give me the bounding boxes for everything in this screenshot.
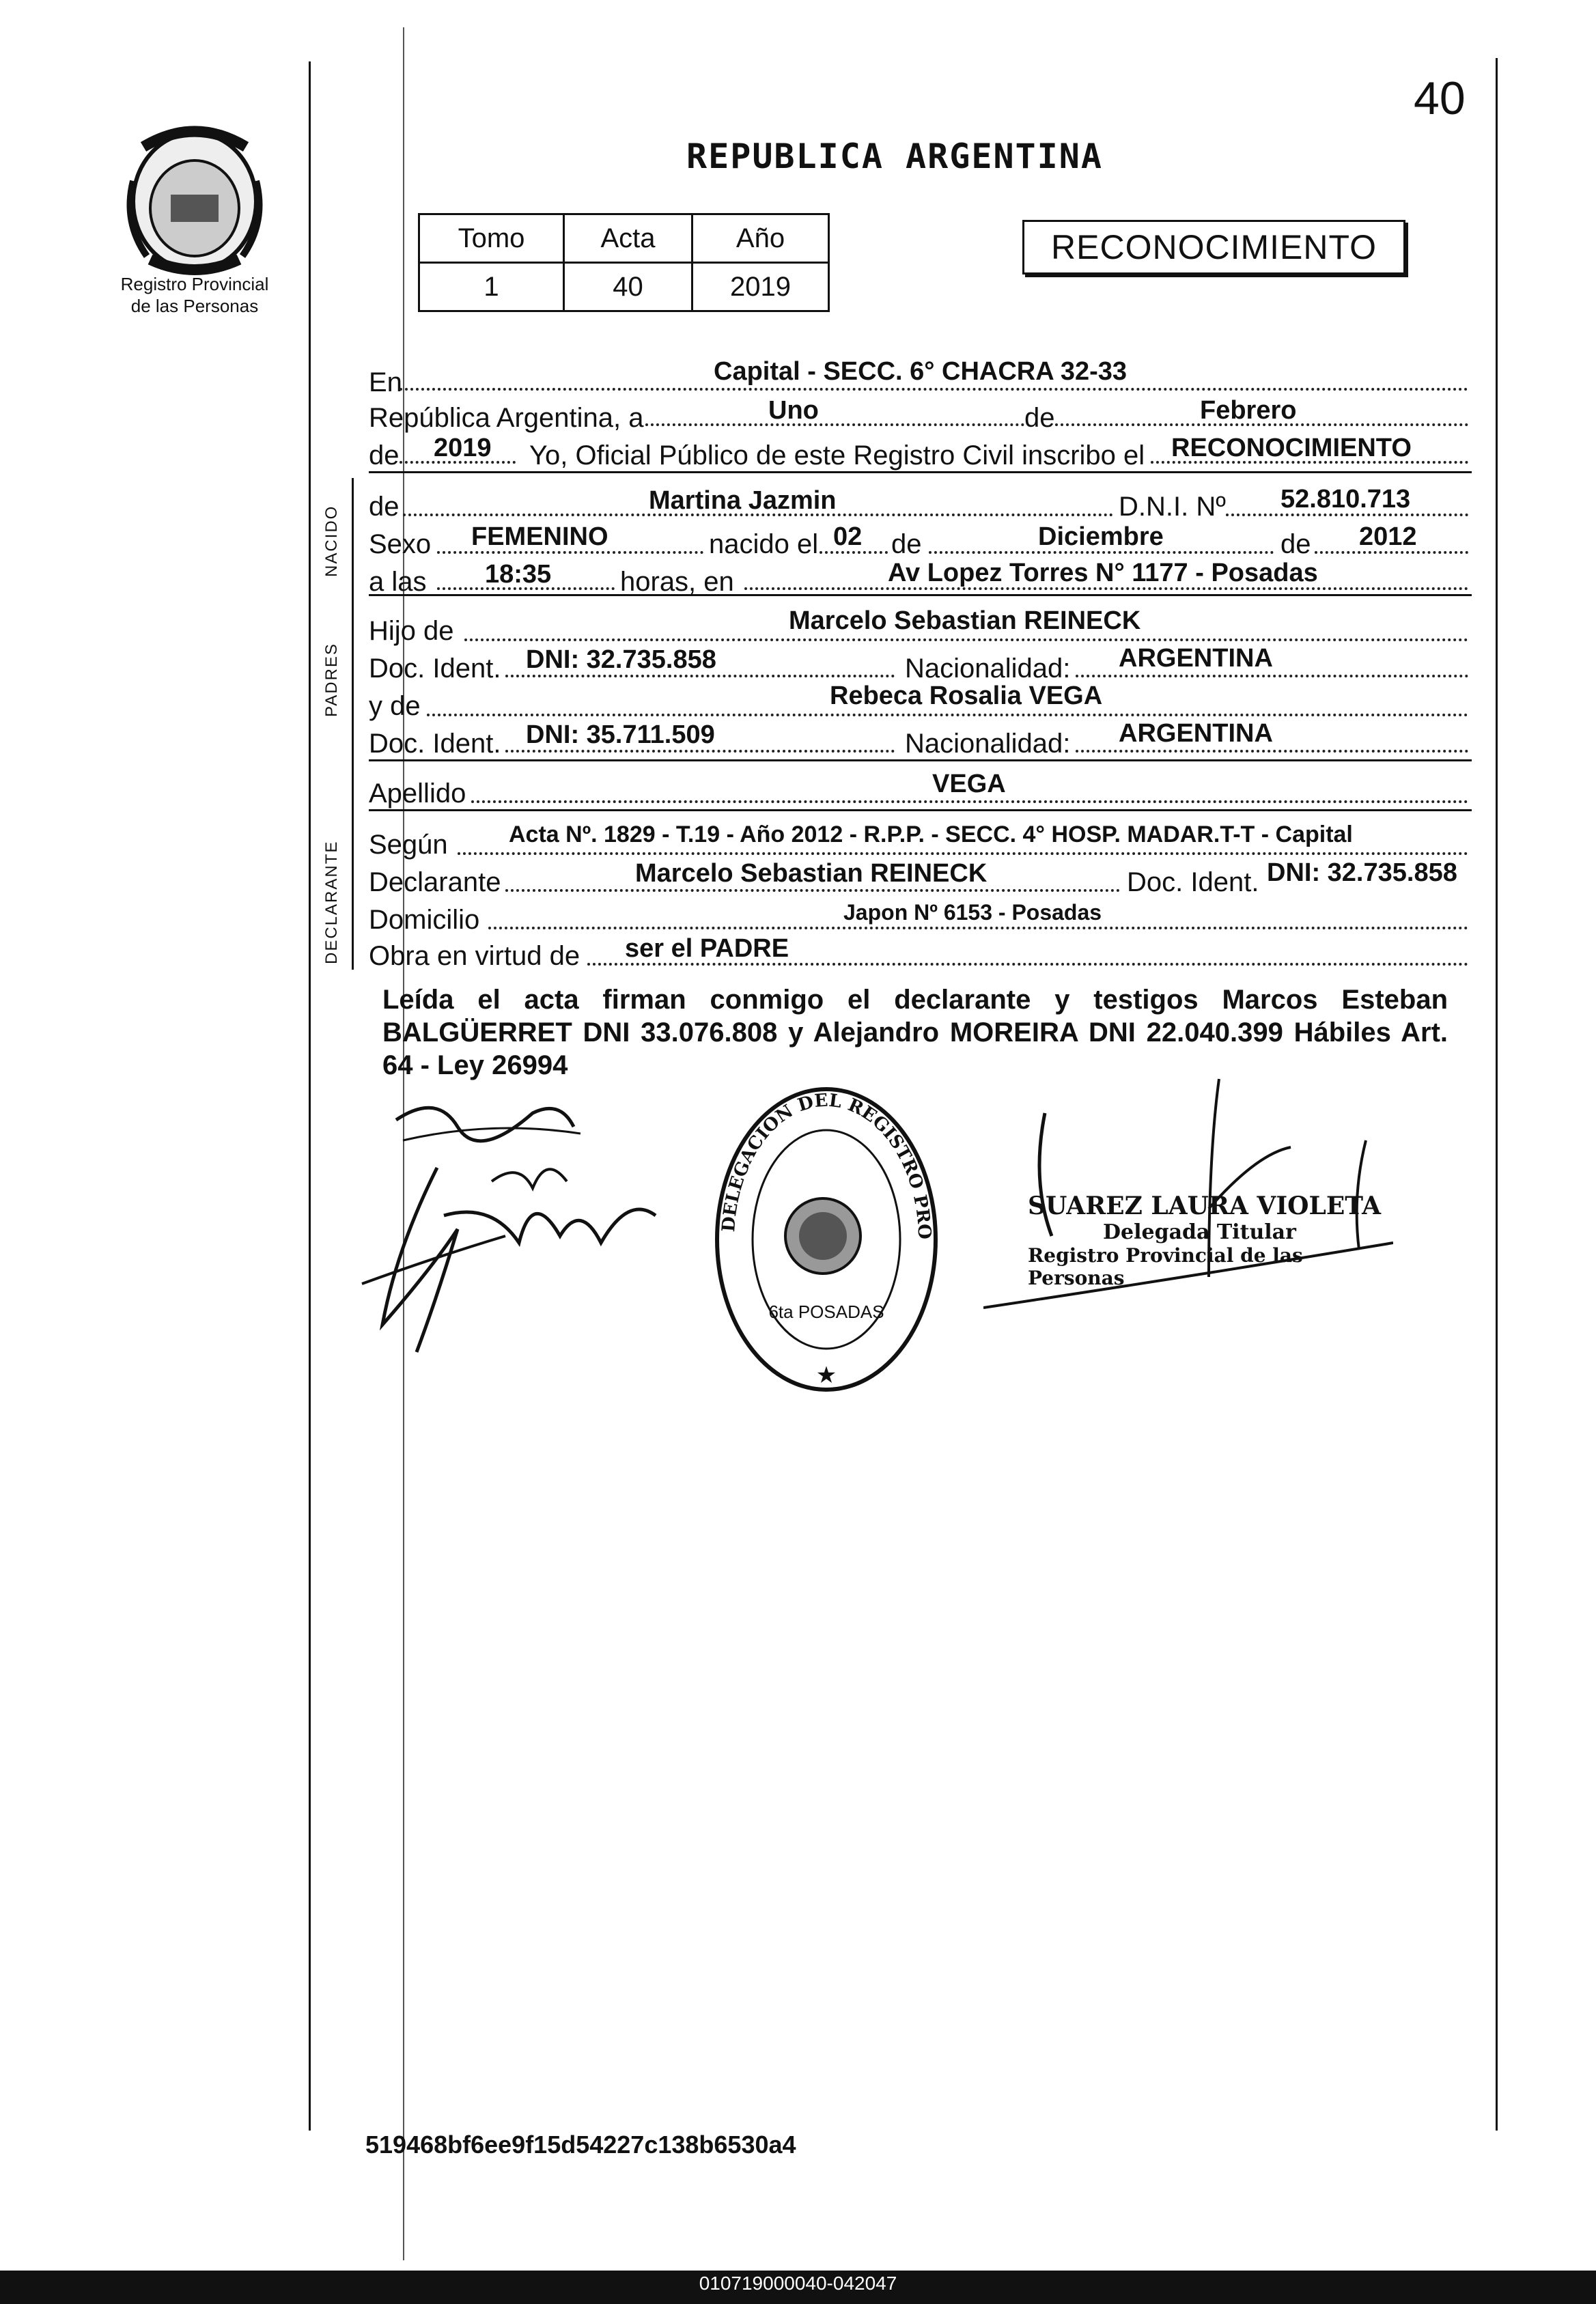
page-number: 40 xyxy=(1414,72,1466,124)
side-label-nacido: NACIDO xyxy=(322,505,341,577)
label-de: de xyxy=(369,440,400,470)
value-tipo-inscripcion: RECONOCIMIENTO xyxy=(1171,434,1412,462)
dotted-fill xyxy=(471,800,1468,803)
footer-barcode-number: 010719000040-042047 xyxy=(699,2273,897,2294)
registry-stamp xyxy=(710,1082,942,1396)
dotted-fill xyxy=(458,852,1468,855)
label-a-las: a las xyxy=(369,567,427,597)
svg-text:★: ★ xyxy=(815,1362,837,1389)
document-title: REPUBLICA ARGENTINA xyxy=(686,137,1103,176)
section-bracket-line xyxy=(352,478,354,970)
label-de: de xyxy=(891,529,922,559)
value-obra: ser el PADRE xyxy=(625,934,789,963)
value-lugar-nacimiento: Av Lopez Torres N° 1177 - Posadas xyxy=(888,559,1318,587)
dotted-fill xyxy=(505,750,895,753)
registry-name xyxy=(89,273,300,317)
svg-text:DELEGACION DEL REGISTRO PROVIN: DELEGACION DEL REGISTRO PRO xyxy=(718,1090,935,1239)
label-de: de xyxy=(1280,529,1311,559)
value-declarante-doc: DNI: 32.735.858 xyxy=(1267,858,1457,887)
record-value-anio: 2019 xyxy=(692,263,829,311)
label-nacionalidad: Nacionalidad: xyxy=(905,654,1071,684)
separator-line xyxy=(369,471,1472,473)
side-label-declarante: DECLARANTE xyxy=(322,840,341,964)
label-y-de: y de xyxy=(369,691,421,721)
witness-signatures xyxy=(355,1079,676,1373)
separator-line xyxy=(369,759,1472,761)
separator-line xyxy=(369,809,1472,811)
label-republica: República Argentina, a xyxy=(369,403,644,433)
record-table-value-row xyxy=(419,263,829,311)
label-nacionalidad: Nacionalidad: xyxy=(905,729,1071,759)
value-padre-nacionalidad: ARGENTINA xyxy=(1119,644,1273,673)
record-type-box: RECONOCIMIENTO xyxy=(1022,220,1405,275)
official-name: SUAREZ LAURA VIOLETA xyxy=(1028,1192,1382,1220)
value-lugar-inscripcion: Capital - SECC. 6° CHACRA 32-33 xyxy=(714,357,1128,386)
value-apellido: VEGA xyxy=(932,770,1006,798)
label-doc-ident: Doc. Ident. xyxy=(369,654,501,684)
value-mes: Febrero xyxy=(1200,396,1297,425)
value-madre-doc: DNI: 35.711.509 xyxy=(526,720,715,749)
record-value-acta: 40 xyxy=(564,263,692,311)
label-doc-ident: Doc. Ident. xyxy=(369,729,501,759)
right-margin-line xyxy=(1496,58,1498,2131)
value-nac-dia: 02 xyxy=(833,522,863,551)
value-sexo: FEMENINO xyxy=(471,522,608,551)
record-table xyxy=(418,213,830,312)
side-label-padres: PADRES xyxy=(322,643,341,717)
label-hijo-de: Hijo de xyxy=(369,616,454,646)
record-header-acta: Acta xyxy=(564,214,692,263)
svg-text:6ta POSADAS: 6ta POSADAS xyxy=(768,1302,884,1322)
value-domicilio: Japon Nº 6153 - Posadas xyxy=(843,900,1102,925)
label-dni: D.N.I. Nº xyxy=(1119,492,1226,522)
document-hash: 519468bf6ee9f15d54227c138b6530a4 xyxy=(365,2131,796,2159)
value-segun: Acta Nº. 1829 - T.19 - Año 2012 - R.P.P. - SECC. 4° HOSP. MADAR.T-T - Capital xyxy=(509,821,1353,847)
value-padre-doc: DNI: 32.735.858 xyxy=(526,645,716,674)
label-segun: Según xyxy=(369,830,448,860)
dotted-fill xyxy=(645,423,1024,426)
value-nombre: Martina Jazmin xyxy=(649,486,837,515)
label-apellido: Apellido xyxy=(369,778,466,809)
label-nacido-el: nacido el xyxy=(709,529,819,559)
closing-statement: Leída el acta firman conmigo el declarante y testigos Marcos Esteban BALGÜERRET DNI 33.076.808 y Alejandro MOREIRA DNI 22.040.399 Hábiles Art. 64 - Ley 26994 xyxy=(382,985,1448,1080)
record-value-tomo: 1 xyxy=(419,263,564,311)
dotted-fill xyxy=(1076,750,1468,753)
record-header-tomo: Tomo xyxy=(419,214,564,263)
value-declarante: Marcelo Sebastian REINECK xyxy=(635,859,988,888)
dotted-fill xyxy=(427,714,1468,716)
dotted-fill xyxy=(505,675,895,677)
dotted-fill xyxy=(505,889,1120,892)
label-obra: Obra en virtud de xyxy=(369,941,580,971)
dotted-fill xyxy=(464,638,1468,641)
label-en: En xyxy=(369,367,402,397)
record-header-anio: Año xyxy=(692,214,829,263)
registry-name-line1: Registro Provincial xyxy=(120,274,269,294)
province-seal-logo xyxy=(116,120,273,277)
value-dni: 52.810.713 xyxy=(1280,485,1411,514)
label-inscribo: Yo, Oficial Público de este Registro Civil inscribo el xyxy=(529,440,1145,470)
value-padre: Marcelo Sebastian REINECK xyxy=(789,606,1141,635)
label-de: de xyxy=(369,492,400,522)
value-nac-mes: Diciembre xyxy=(1038,522,1164,551)
official-department: Registro Provincial de las Personas xyxy=(1028,1244,1303,1289)
official-title: Delegada Titular xyxy=(1103,1220,1296,1244)
registry-name-line2: de las Personas xyxy=(130,296,259,316)
left-margin-line xyxy=(309,61,311,2131)
label-domicilio: Domicilio xyxy=(369,905,480,935)
value-hora: 18:35 xyxy=(485,560,552,589)
value-madre: Rebeca Rosalia VEGA xyxy=(830,682,1103,710)
value-madre-nacionalidad: ARGENTINA xyxy=(1119,719,1273,748)
label-doc-ident: Doc. Ident. xyxy=(1127,867,1259,897)
label-horas-en: horas, en xyxy=(620,567,734,597)
dotted-fill xyxy=(488,927,1468,929)
value-anio: 2019 xyxy=(434,434,492,462)
separator-line xyxy=(369,594,1472,596)
value-nac-anio: 2012 xyxy=(1359,522,1417,551)
value-dia: Uno xyxy=(768,396,819,425)
label-sexo: Sexo xyxy=(369,529,432,559)
record-table-header-row xyxy=(419,214,829,263)
label-declarante: Declarante xyxy=(369,867,501,897)
official-stamp xyxy=(1028,1192,1383,1289)
dotted-fill xyxy=(1076,675,1468,677)
label-de: de xyxy=(1024,403,1055,433)
dotted-fill xyxy=(400,388,1468,391)
